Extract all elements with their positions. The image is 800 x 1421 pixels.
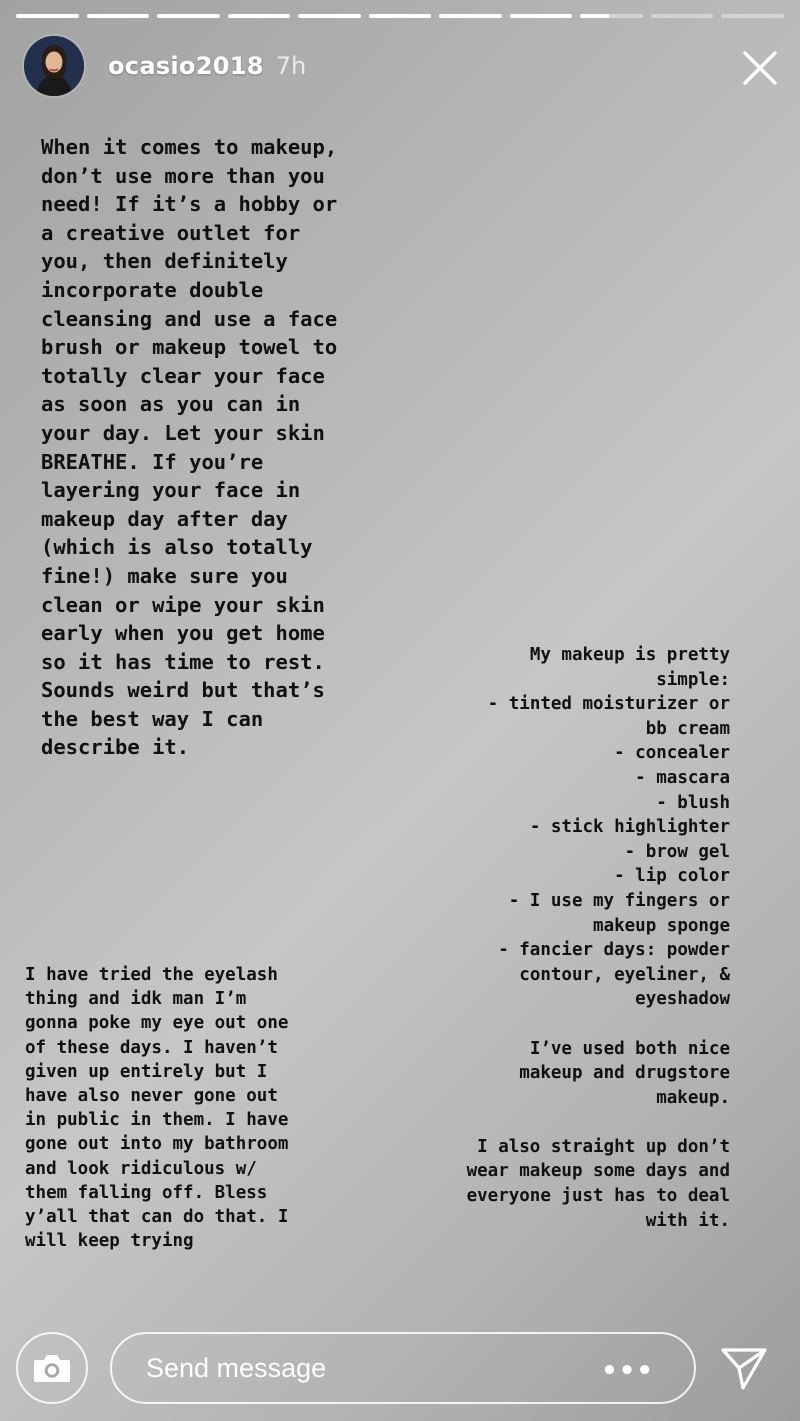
close-icon [738, 46, 782, 90]
progress-segment [721, 14, 784, 18]
send-message-input[interactable] [110, 1332, 696, 1404]
progress-segment-fill [298, 14, 361, 18]
username[interactable]: ocasio2018 [108, 52, 264, 80]
timestamp: 7h [275, 52, 307, 80]
send-message-placeholder: Send message [146, 1352, 327, 1383]
camera-button[interactable] [16, 1332, 88, 1404]
progress-segment [87, 14, 150, 18]
progress-segment [580, 14, 643, 18]
send-button[interactable] [716, 1342, 772, 1394]
progress-segment [298, 14, 361, 18]
progress-segment [439, 14, 502, 18]
close-button[interactable] [738, 46, 782, 90]
progress-segment-fill [157, 14, 220, 18]
send-icon [719, 1344, 769, 1392]
progress-segment-fill [228, 14, 291, 18]
progress-segment [369, 14, 432, 18]
camera-icon [33, 1352, 71, 1384]
story-footer [0, 1328, 800, 1408]
more-dots-icon[interactable]: ••• [601, 1356, 654, 1386]
progress-segment [651, 14, 714, 18]
progress-segment-fill [87, 14, 150, 18]
main-advice-text: When it comes to makeup, don’t use more than you need! If it’s a hobby or a creative outlet for you, then definitely incorporate double cleansing and use a face brush or makeup towel to totally clear your face as soon as you can in your day. Let your skin BREATHE. If you’re layering your face in makeup day after day (which is also totally fine!) make sure you clean or wipe your skin early when you get home so it has time to rest. Sounds weird but that’s the best way I can describe it. [41, 135, 338, 760]
story-progress-bar [16, 14, 784, 18]
avatar[interactable] [24, 36, 84, 96]
progress-segment-fill [510, 14, 573, 18]
progress-segment-fill [439, 14, 502, 18]
eyelash-note-text: I have tried the eyelash thing and idk man I’m gonna poke my eye out one of these days. I haven’t given up entirely but I have also never gone out in public in them. I have gone out into my bathroom and look ridiculous w/ them falling off. Bless y’all that can do that. I will keep trying [25, 965, 289, 1252]
progress-segment-fill [16, 14, 79, 18]
story-header [24, 36, 306, 96]
progress-segment [16, 14, 79, 18]
progress-segment [510, 14, 573, 18]
progress-segment [157, 14, 220, 18]
progress-segment [228, 14, 291, 18]
progress-segment-fill [580, 14, 608, 18]
makeup-list-text: My makeup is pretty simple: - tinted moisturizer or bb cream - concealer - mascara - blush - stick highlighter - brow gel - lip color - I use my fingers or makeup sponge - fancier days: powder contour, eyeliner, & eyeshadow I’ve used both nice makeup and drugstore makeup. I also straight up don’t wear makeup some days and everyone just has to deal with it. [466, 645, 730, 1231]
progress-segment-fill [369, 14, 432, 18]
